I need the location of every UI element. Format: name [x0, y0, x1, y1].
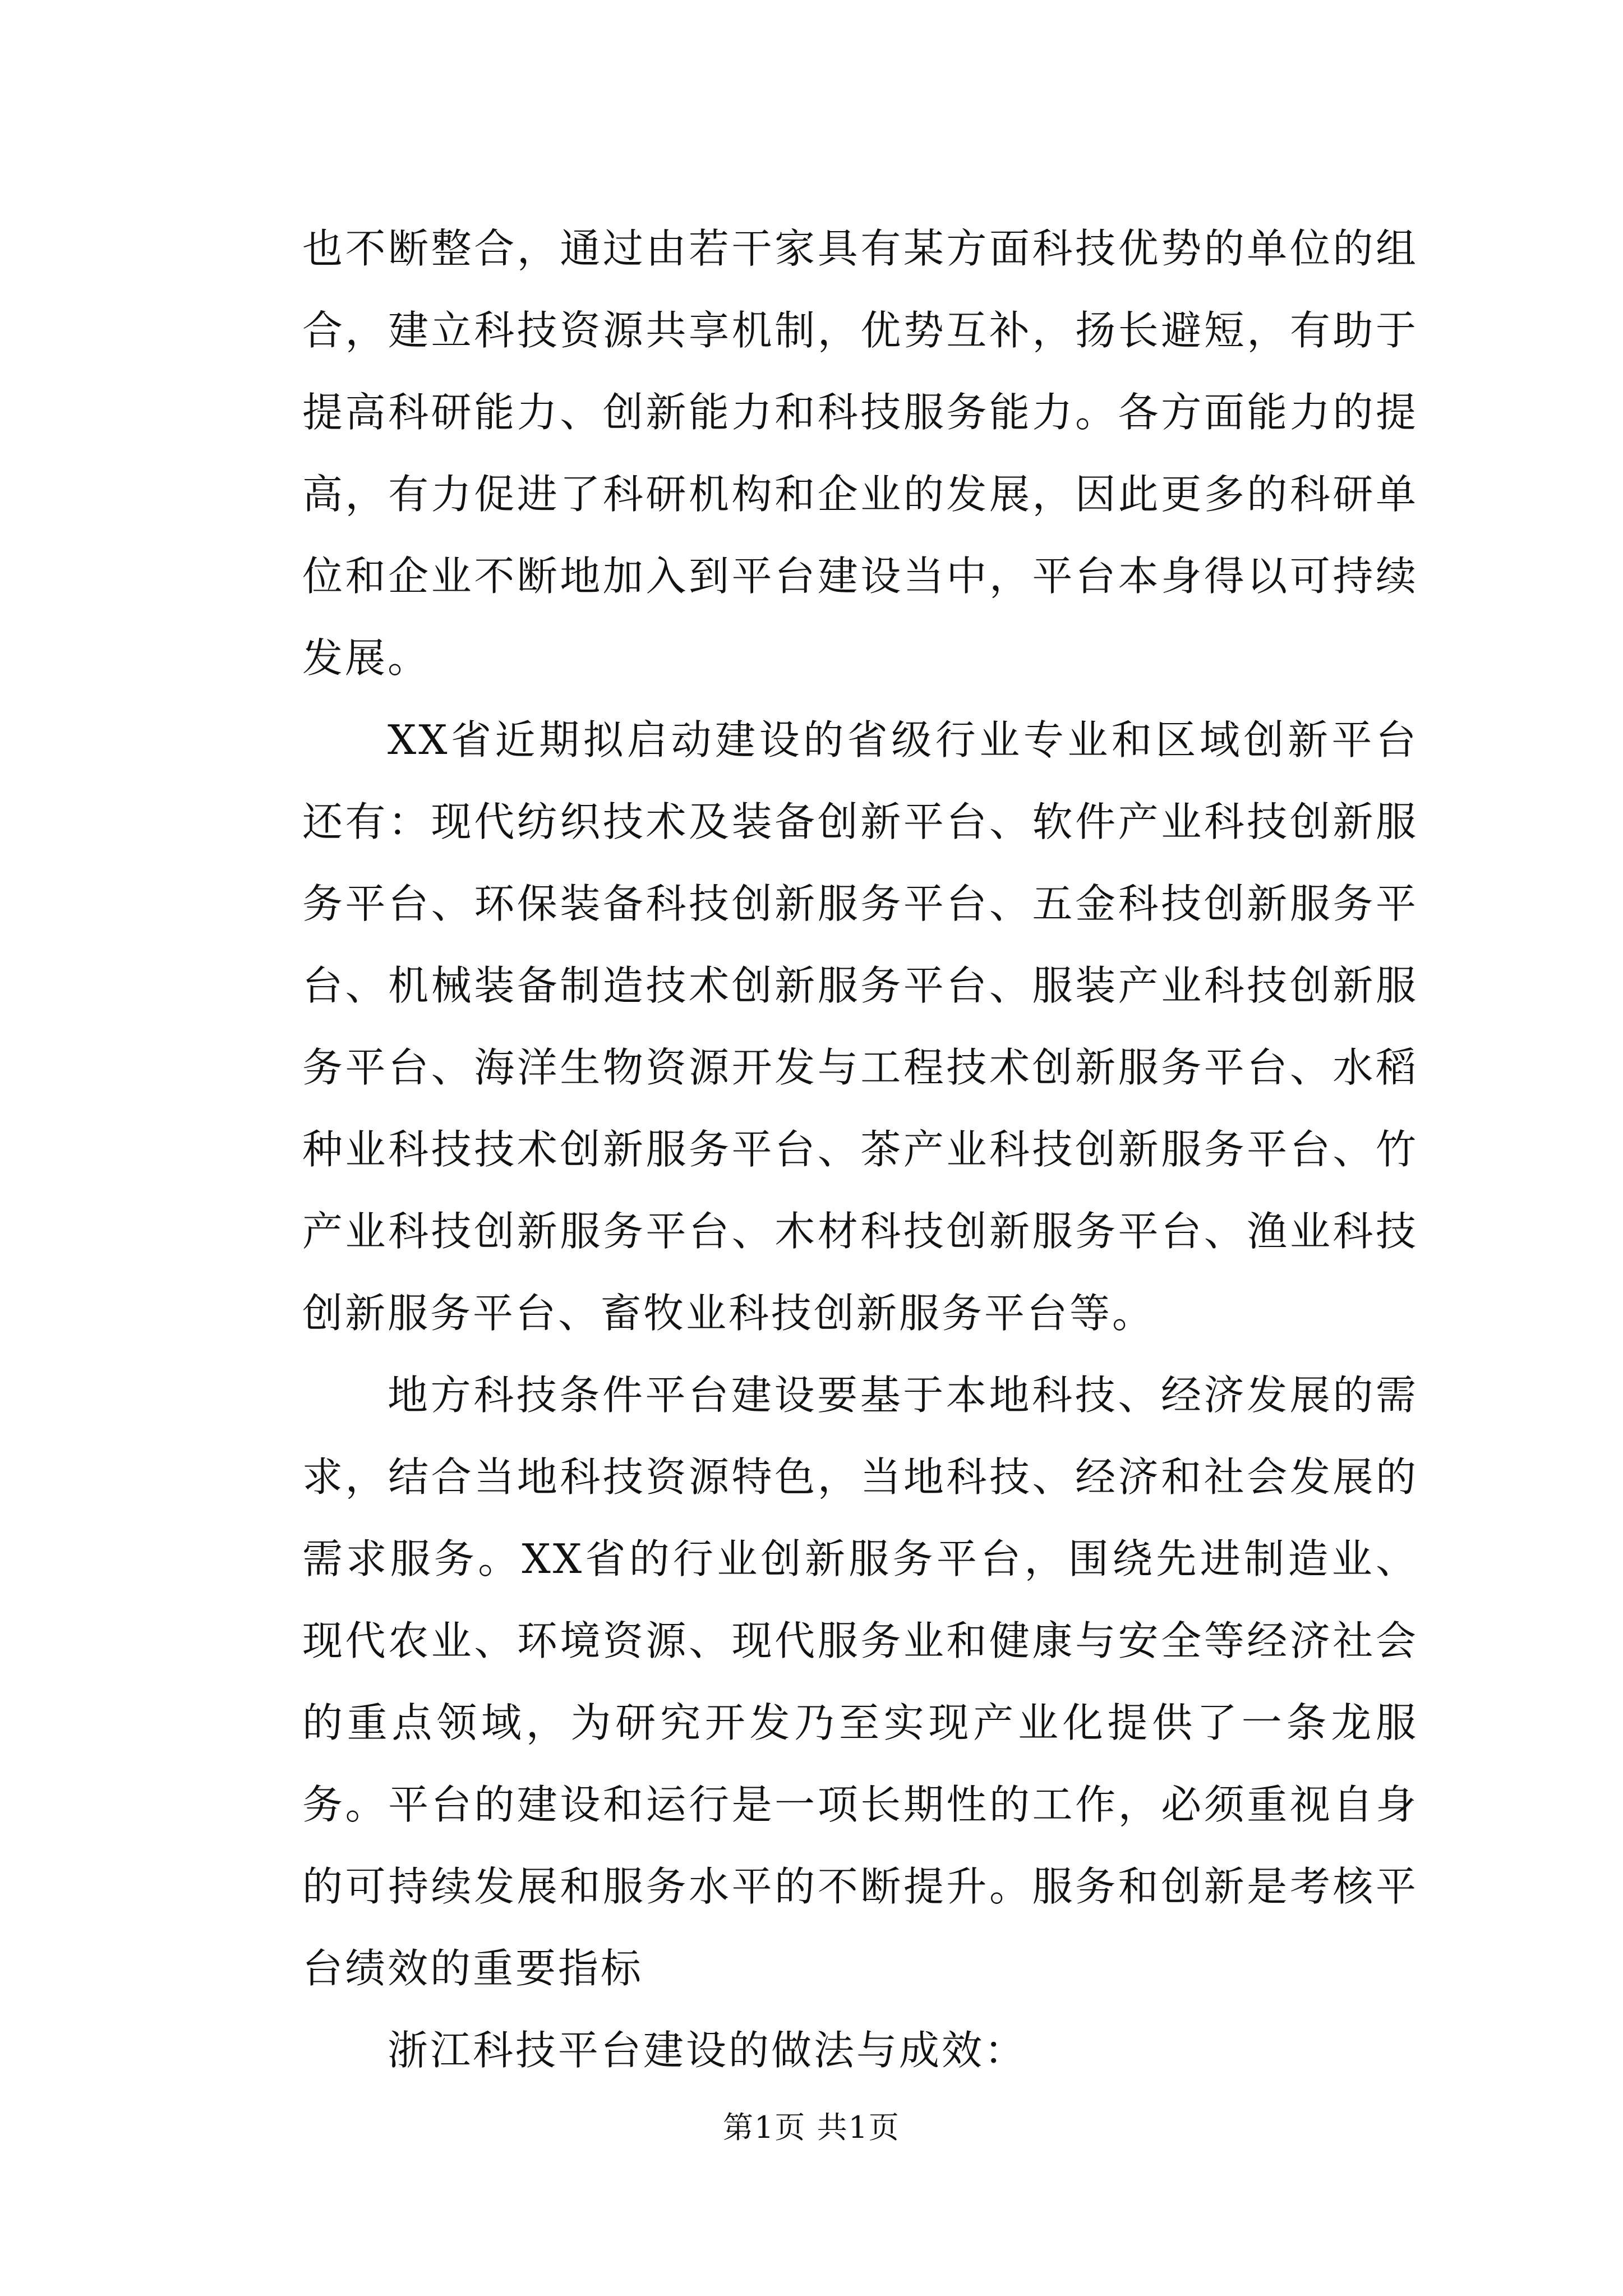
paragraph-4: 浙江科技平台建设的做法与成效： [388, 2027, 1027, 2074]
paragraph-3: 地方科技条件平台建设要基于本地科技、经济发展的需求，结合当地科技资源特色，当地科技、经济和社会发展的需求服务。XX省的行业创新服务平台，围绕先进制造业、现代农业、环境资源、现代服务业和健康与安全等经济社会的重点领域，为研究开发乃至实现产业化提供了一条龙服务。平台的建设和运行是一项长期性的工作，必须重视自身的可持续发展和服务水平的不断提升。服务和创新是考核平台绩效的重要指标 [302, 1372, 1418, 1992]
document-body [302, 208, 1418, 2091]
page-footer: 第1页 共1页 [723, 2110, 900, 2145]
paragraph-2: XX省近期拟启动建设的省级行业专业和区域创新平台还有：现代纺织技术及装备创新平台、软件产业科技创新服务平台、环保装备科技创新服务平台、五金科技创新服务平台、机械装备制造技术创新服务平台、服装产业科技创新服务平台、海洋生物资源开发与工程技术创新服务平台、水稻种业科技技术创新服务平台、茶产业科技创新服务平台、竹产业科技创新服务平台、木材科技创新服务平台、渔业科技创新服务平台、畜牧业科技创新服务平台等。 [302, 716, 1418, 1337]
paragraph-1: 也不断整合，通过由若干家具有某方面科技优势的单位的组合，建立科技资源共享机制，优势互补，扬长避短，有助于提高科研能力、创新能力和科技服务能力。各方面能力的提高，有力促进了科研机构和企业的发展，因此更多的科研单位和企业不断地加入到平台建设当中，平台本身得以可持续发展。 [302, 225, 1418, 682]
